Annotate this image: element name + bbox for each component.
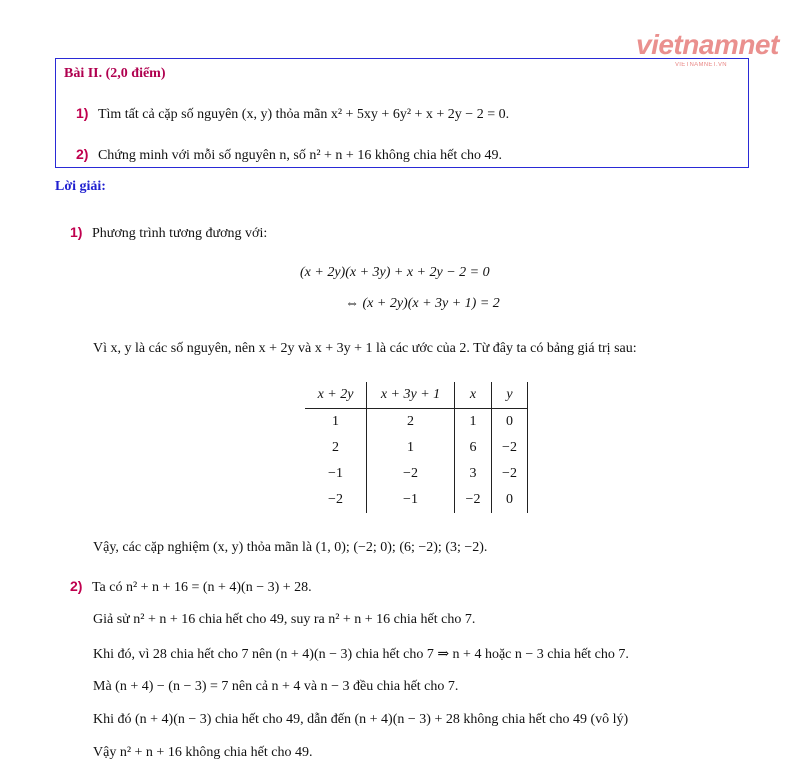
part1-conclusion: Vậy, các cặp nghiệm (x, y) thỏa mãn là (1, 0); (−2; 0); (6; −2); (3; −2). [93,540,488,555]
part2-number: 2) [70,578,83,594]
part2-line-3: Khi đó, vì 28 chia hết cho 7 nên (n + 4)(n − 3) chia hết cho 7 ⇒ n + 4 hoặc n − 3 chia hết cho 7. [93,647,629,662]
solution-title: Lời giải: [55,179,106,194]
table-row [305,461,528,487]
vietnamnet-domain: VIETNAMNET.VN [675,62,727,68]
values-table [305,382,528,513]
part1-intro-text: Phương trình tương đương với: [91,226,268,241]
table-cell: −2 [367,461,455,487]
problem-item-1-number: 1) [76,105,89,121]
table-cell: −2 [455,487,492,513]
problem-item-2-number: 2) [76,146,89,162]
table-row [305,435,528,461]
problem-title: Bài II. (2,0 điểm) [64,66,166,81]
table-cell: 2 [367,409,455,436]
part1-reason: Vì x, y là các số nguyên, nên x + 2y và x + 3y + 1 là các ước của 2. Từ đây ta có bảng giá trị sau: [93,341,637,356]
part2-line-4: Mà (n + 4) − (n − 3) = 7 nên cả n + 4 và n − 3 đều chia hết cho 7. [93,679,459,694]
table-cell: 0 [492,487,528,513]
table-row [305,487,528,513]
table-cell: 2 [305,435,367,461]
table-cell: −2 [492,435,528,461]
table-header-cell: x + 2y [305,382,367,409]
table-cell: 0 [492,409,528,436]
problem-item-1 [76,105,509,123]
part2-line-1 [70,578,312,596]
table-header-cell: x [455,382,492,409]
equation-2: ⇔ (x + 2y)(x + 3y + 1) = 2 [345,296,500,311]
part2-line-1-text: Ta có n² + n + 16 = (n + 4)(n − 3) + 28. [91,580,312,595]
part1-intro [70,224,267,242]
table-cell: 1 [367,435,455,461]
table-cell: −1 [305,461,367,487]
table-header-cell: x + 3y + 1 [367,382,455,409]
table-cell: −1 [367,487,455,513]
table-cell: 1 [455,409,492,436]
problem-item-2 [76,146,502,164]
part2-line-5: Khi đó (n + 4)(n − 3) chia hết cho 49, dẫn đến (n + 4)(n − 3) + 28 không chia hết cho 49 (vô lý) [93,712,629,727]
part2-line-2: Giả sử n² + n + 16 chia hết cho 49, suy ra n² + n + 16 chia hết cho 7. [93,612,476,627]
part1-number: 1) [70,224,83,240]
equation-1: (x + 2y)(x + 3y) + x + 2y − 2 = 0 [300,265,490,280]
problem-item-1-text: Tìm tất cả cặp số nguyên (x, y) thỏa mãn x² + 5xy + 6y² + x + 2y − 2 = 0. [97,107,510,122]
table-cell: −2 [492,461,528,487]
table-cell: 6 [455,435,492,461]
table-header-row [305,382,528,409]
table-row [305,409,528,436]
problem-item-2-text: Chứng minh với mỗi số nguyên n, số n² + n + 16 không chia hết cho 49. [97,148,502,163]
table-cell: 3 [455,461,492,487]
table-cell: 1 [305,409,367,436]
part2-line-6: Vậy n² + n + 16 không chia hết cho 49. [93,745,313,760]
table-cell: −2 [305,487,367,513]
vietnamnet-logo: vietnamnet [636,29,779,60]
table-header-cell: y [492,382,528,409]
